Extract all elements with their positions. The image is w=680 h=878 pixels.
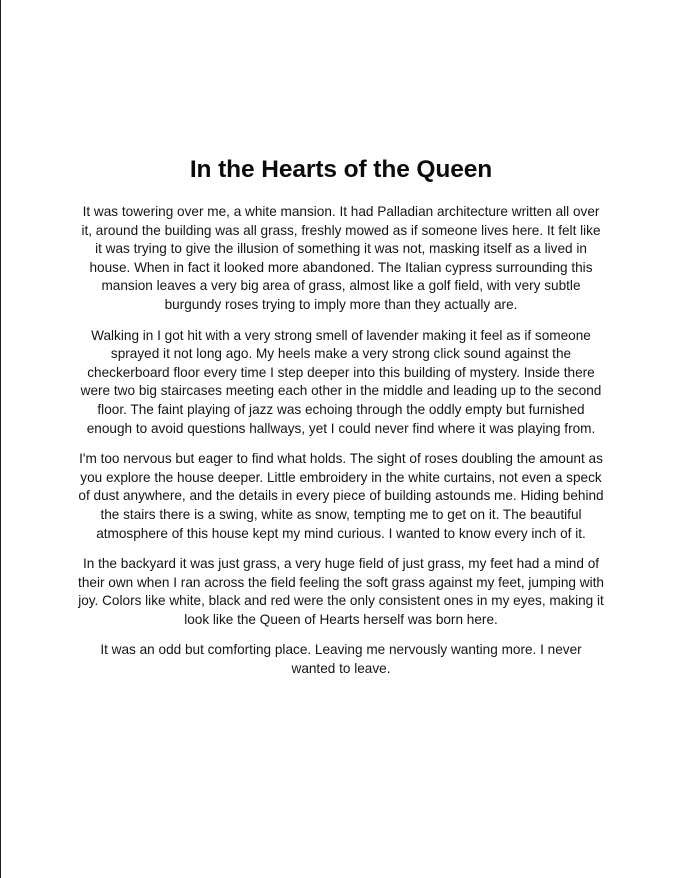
paragraph-2: Walking in I got hit with a very strong smell of lavender making it feel as if someone sprayed it not long ago. My heels make a very strong click sound against the checkerboard floor every time I step deeper into this building of mystery. Inside there were two big staircases meeting each other in the middle and leading up to the second floor. The faint playing of jazz was echoing through the oddly empty but furnished enough to avoid questions hallways, yet I could never find where it was playing from. bbox=[80, 327, 602, 436]
document-body bbox=[78, 154, 604, 691]
paragraph-3: I'm too nervous but eager to find what holds. The sight of roses doubling the amount as you explore the house deeper. Little embroidery in the white curtains, not even a speck of dust anywhere, and the details in every piece of building astounds me. Hiding behind the stairs there is a swing, white as snow, tempting me to get on it. The beautiful atmosphere of this house kept my mind curious. I wanted to know every inch of it. bbox=[78, 451, 604, 541]
paragraph-1: It was towering over me, a white mansion. It had Palladian architecture written all over it, around the building was all grass, freshly mowed as if someone lives here. It felt like it was trying to give the illusion of something it was not, masking itself as a lived in house. When in fact it looked more abandoned. The Italian cypress surrounding this mansion leaves a very big area of grass, almost like a golf field, with very subtle burgundy roses trying to imply more than they actually are. bbox=[81, 204, 601, 312]
document-title: In the Hearts of the Queen bbox=[189, 156, 493, 183]
paragraph-4: In the backyard it was just grass, a very huge field of just grass, my feet had a mind of their own when I ran across the field feeling the soft grass against my feet, jumping with joy. Colors like white, black and red were the only consistent ones in my eyes, making it look like the Queen of Hearts herself was born here. bbox=[78, 556, 604, 627]
paragraph-5: It was an odd but comforting place. Leaving me nervously wanting more. I never wanted to leave. bbox=[100, 642, 582, 677]
page-edge bbox=[0, 0, 1, 878]
